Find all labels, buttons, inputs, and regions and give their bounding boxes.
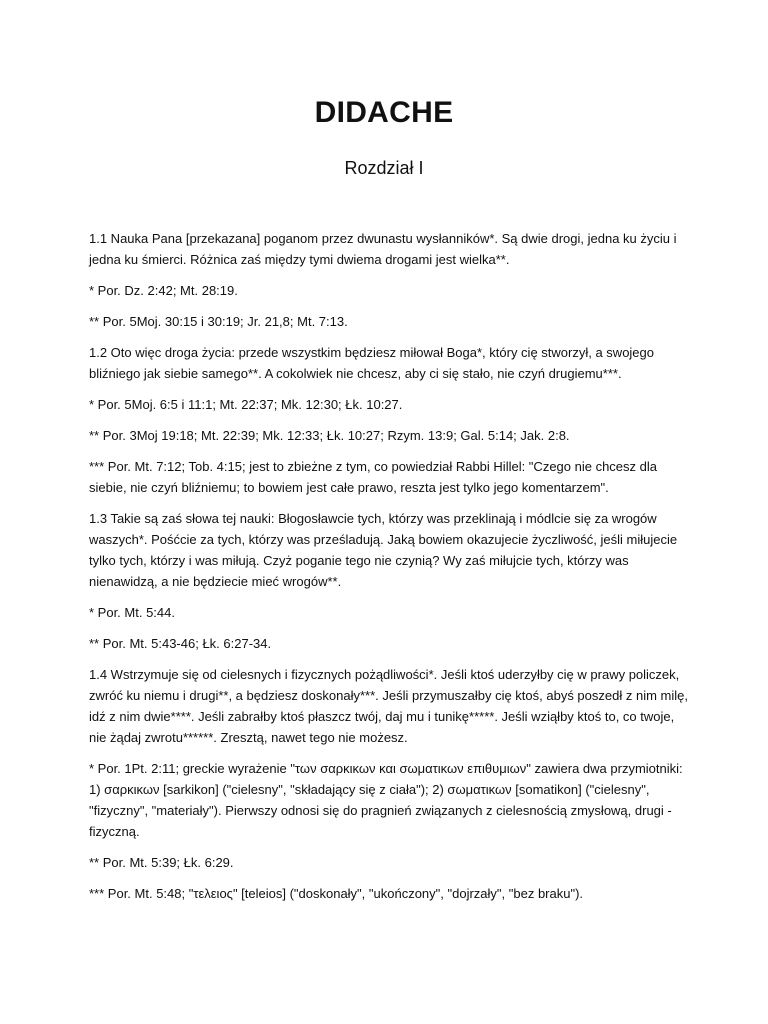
text-line: 1.1 Nauka Pana [przekazana] poganom przez dwunastu wysłanników*. Są dwie drogi, jedna ku życiu i [89,231,677,246]
text-line: ** Por. Mt. 5:39; Łk. 6:29. [89,855,234,870]
text-line: * Por. Dz. 2:42; Mt. 28:19. [89,283,238,298]
text-line: *** Por. Mt. 5:48; "τελειος" [teleios] ("doskonały", "ukończony", "dojrzały", "bez braku"). [89,886,584,901]
text-line: tylko tych, którzy i was miłują. Czyż poganie tego nie czynią? Wy zaś miłujcie tych, którzy was [89,553,629,568]
paragraph [89,508,689,592]
text-line: fizyczną. [89,824,140,839]
text-line: 1.3 Takie są zaś słowa tej nauki: Błogosławcie tych, którzy was przeklinają i módlcie się za wrogów [89,511,657,526]
text-line: nie żądaj zwrotu******. Zresztą, nawet tego nie możesz. [89,730,408,745]
document-body [89,228,689,914]
chapter-heading: Rozdział I [344,158,424,178]
text-line: zwróć ku niemu i drugi**, a będziesz doskonały***. Jeśli przymuszałby cię ktoś, abyś poszedł z nim milę, [89,688,688,703]
text-line: bliźniego jak siebie samego**. A cokolwiek nie chcesz, aby ci się stało, nie czyń drugiemu***. [89,366,622,381]
paragraph [89,758,689,842]
paragraph [89,852,689,873]
paragraph [89,425,689,446]
paragraph [89,228,689,270]
paragraph [89,602,689,623]
text-line: 1.4 Wstrzymuje się od cielesnych i fizycznych pożądliwości*. Jeśli ktoś uderzyłby cię w prawy policzek, [89,667,680,682]
text-line: 1) σαρκικων [sarkikon] ("cielesny", "składający się z ciała"); 2) σωματικων [somatikon] ("cielesny", [89,782,650,797]
paragraph [89,280,689,301]
text-line: siebie, nie czyń bliźniemu; to bowiem jest całe prawo, reszta jest tylko jego komentarzem". [89,480,609,495]
paragraph [89,456,689,498]
paragraph [89,311,689,332]
text-line: * Por. 1Pt. 2:11; greckie wyrażenie "των σαρκικων και σωματικων επιθυμιων" zawiera dwa przymiotniki: [89,761,683,776]
text-line: ** Por. Mt. 5:43-46; Łk. 6:27-34. [89,636,272,651]
text-line: 1.2 Oto więc droga życia: przede wszystkim będziesz miłował Boga*, który cię stworzył, a swojego [89,345,654,360]
text-line: jedna ku śmierci. Różnica zaś między tymi dwiema drogami jest wielka**. [89,252,510,267]
text-line: ** Por. 3Moj 19:18; Mt. 22:39; Mk. 12:33; Łk. 10:27; Rzym. 13:9; Gal. 5:14; Jak. 2:8. [89,428,570,443]
text-line: *** Por. Mt. 7:12; Tob. 4:15; jest to zbieżne z tym, co powiedział Rabbi Hillel: "Czego nie chcesz dla [89,459,657,474]
text-line: ** Por. 5Moj. 30:15 i 30:19; Jr. 21,8; Mt. 7:13. [89,314,348,329]
text-line: nienawidzą, a nie będziecie mieć wrogów**. [89,574,342,589]
text-line: idź z nim dwie****. Jeśli zabrałby ktoś płaszcz twój, daj mu i tunikę*****. Jeśli wziąłby ktoś to, co twoje, [89,709,675,724]
paragraph [89,633,689,654]
document-title: DIDACHE [314,96,454,129]
text-line: * Por. Mt. 5:44. [89,605,175,620]
paragraph [89,664,689,748]
text-line: * Por. 5Moj. 6:5 i 11:1; Mt. 22:37; Mk. 12:30; Łk. 10:27. [89,397,403,412]
text-line: "fizyczny", "materiały"). Pierwszy odnosi się do pragnień związanych z cielesnością zmysłową, drugi - [89,803,672,818]
paragraph [89,394,689,415]
paragraph [89,883,689,904]
paragraph [89,342,689,384]
text-line: waszych*. Pośćcie za tych, którzy was prześladują. Jaką bowiem okazujecie życzliwość, jeśli miłujecie [89,532,678,547]
